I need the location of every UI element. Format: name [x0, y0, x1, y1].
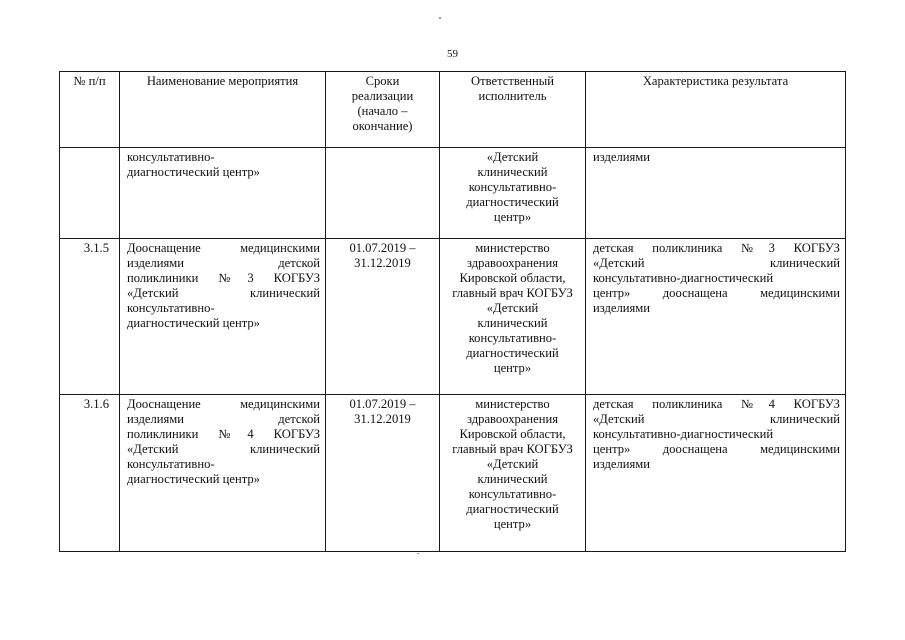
responsible-line: центр»: [493, 517, 532, 531]
activity-name-line: изделиями детской: [127, 256, 320, 270]
table-row: [60, 395, 846, 552]
row-activity-name: [120, 395, 326, 552]
activity-name-line: «Детский клинический: [127, 286, 320, 300]
result-line: консультативно-диагностический: [593, 271, 774, 285]
responsible-line: клинический: [477, 165, 548, 179]
activity-name-line: поликлиники №4 КОГБУЗ: [127, 427, 320, 441]
responsible-line: главный врач КОГБУЗ: [452, 442, 573, 456]
responsible-line: Кировской области,: [459, 271, 566, 285]
activity-name-line: консультативно-: [127, 457, 215, 471]
responsible-line: министерство: [475, 241, 550, 255]
responsible-line: клинический: [477, 316, 548, 330]
activities-table: [59, 71, 846, 552]
row-result: [586, 239, 846, 395]
result-line: центр» дооснащена медицинскими: [593, 442, 840, 456]
dates-line: 01.07.2019 –: [349, 397, 416, 411]
row-dates: [326, 395, 440, 552]
result-line: изделиями: [593, 301, 651, 315]
row-responsible: [440, 395, 586, 552]
row-number: 3.1.5: [60, 239, 120, 395]
row-activity-name: [120, 239, 326, 395]
responsible-line: диагностический: [466, 195, 559, 209]
responsible-line: диагностический: [466, 502, 559, 516]
header-number-label: № п/п: [73, 74, 106, 88]
scan-speck: [417, 553, 419, 554]
row-responsible: [440, 148, 586, 239]
responsible-line: консультативно-: [468, 331, 557, 345]
result-line: изделиями: [593, 457, 651, 471]
row-dates: [326, 239, 440, 395]
responsible-line: «Детский: [486, 301, 539, 315]
header-result: [586, 72, 846, 148]
header-dates-line: Сроки: [365, 74, 400, 88]
header-dates-line: реализации: [351, 89, 414, 103]
responsible-line: главный врач КОГБУЗ: [452, 286, 573, 300]
responsible-line: здравоохранения: [467, 256, 558, 270]
header-responsible-line: исполнитель: [478, 89, 547, 103]
activity-name-line: диагностический центр»: [127, 165, 260, 179]
activity-name-line: Дооснащение медицинскими: [127, 397, 320, 411]
row-responsible: [440, 239, 586, 395]
table-row: [60, 148, 846, 239]
result-line: центр» дооснащена медицинскими: [593, 286, 840, 300]
responsible-line: «Детский: [486, 150, 539, 164]
scan-speck: [439, 17, 441, 19]
responsible-line: «Детский: [486, 457, 539, 471]
header-result-label: Характеристика результата: [642, 74, 789, 88]
responsible-line: клинический: [477, 472, 548, 486]
result-line: изделиями: [593, 150, 651, 164]
table-header-row: [60, 72, 846, 148]
responsible-line: консультативно-: [468, 180, 557, 194]
row-activity-name: [120, 148, 326, 239]
activity-name-line: диагностический центр»: [127, 472, 260, 486]
responsible-line: министерство: [475, 397, 550, 411]
dates-line: 01.07.2019 –: [349, 241, 416, 255]
dates-line: 31.12.2019: [354, 256, 411, 270]
header-responsible-line: Ответственный: [471, 74, 554, 88]
activity-name-line: консультативно-: [127, 150, 215, 164]
result-line: «Детский клинический: [593, 256, 840, 270]
result-line: детская поликлиника №4 КОГБУЗ: [593, 397, 840, 411]
activity-name-line: изделиями детской: [127, 412, 320, 426]
table-row: [60, 239, 846, 395]
result-line: консультативно-диагностический: [593, 427, 774, 441]
responsible-line: Кировской области,: [459, 427, 566, 441]
row-number: [60, 148, 120, 239]
activity-name-line: поликлиники №3 КОГБУЗ: [127, 271, 320, 285]
result-line: «Детский клинический: [593, 412, 840, 426]
header-dates-line: окончание): [352, 119, 413, 133]
activity-name-line: «Детский клинический: [127, 442, 320, 456]
activity-name-line: диагностический центр»: [127, 316, 260, 330]
responsible-line: центр»: [493, 210, 532, 224]
header-responsible: [440, 72, 586, 148]
row-result: [586, 148, 846, 239]
responsible-line: здравоохранения: [467, 412, 558, 426]
responsible-line: центр»: [493, 361, 532, 375]
page-number: 59: [447, 48, 458, 60]
header-dates: [326, 72, 440, 148]
header-dates-line: (начало –: [357, 104, 408, 118]
activity-name-line: Дооснащение медицинскими: [127, 241, 320, 255]
row-number: 3.1.6: [60, 395, 120, 552]
row-dates: [326, 148, 440, 239]
activity-name-line: консультативно-: [127, 301, 215, 315]
header-activity-name: [120, 72, 326, 148]
header-number: [60, 72, 120, 148]
row-result: [586, 395, 846, 552]
responsible-line: диагностический: [466, 346, 559, 360]
result-line: детская поликлиника №3 КОГБУЗ: [593, 241, 840, 255]
dates-line: 31.12.2019: [354, 412, 411, 426]
responsible-line: консультативно-: [468, 487, 557, 501]
header-activity-name-label: Наименование мероприятия: [146, 74, 299, 88]
